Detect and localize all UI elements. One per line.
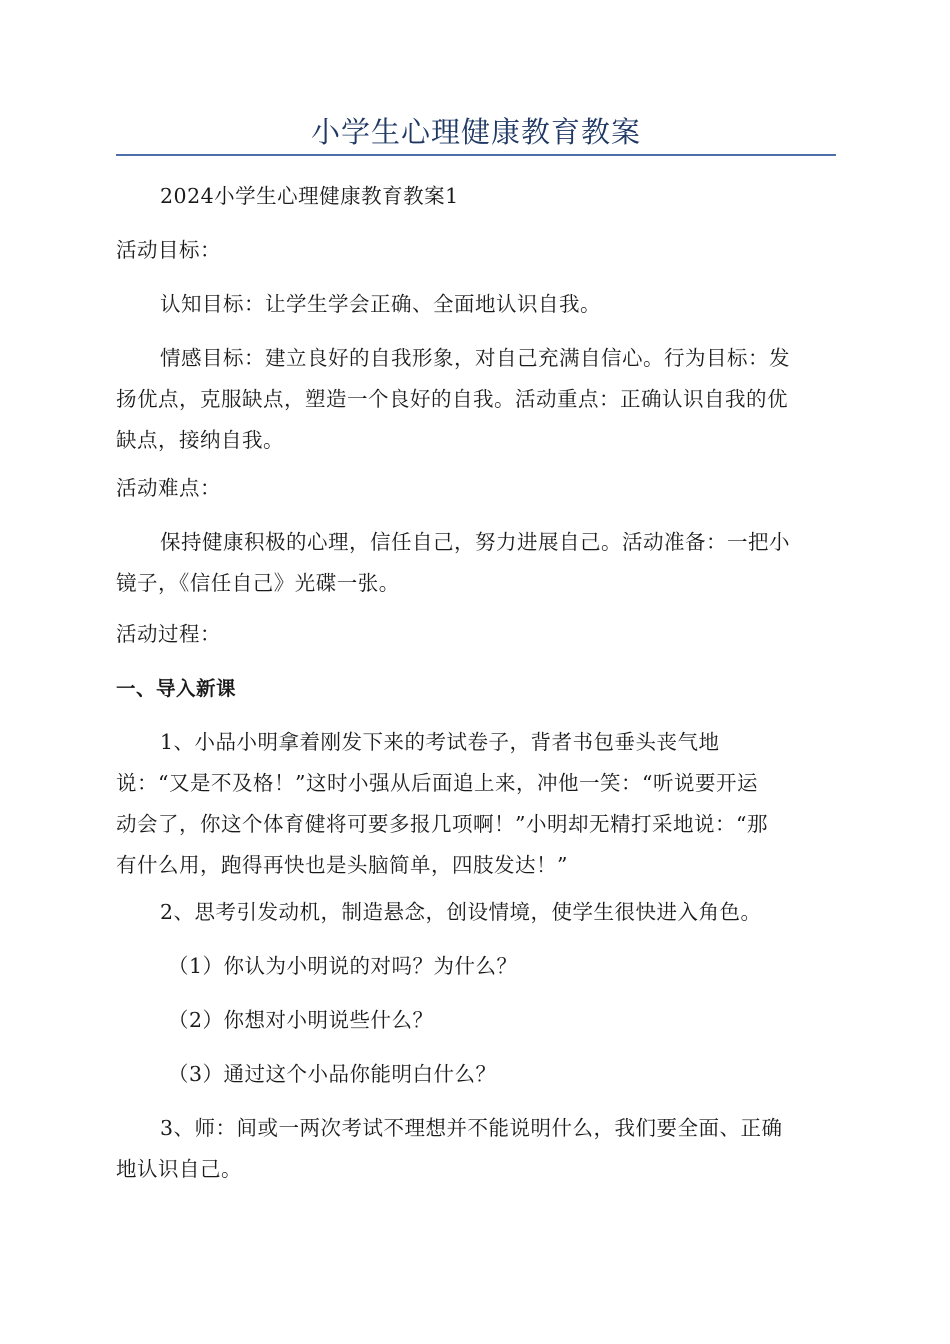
difficulty-label: 活动难点： bbox=[116, 476, 221, 500]
section-heading: 一、导入新课 bbox=[116, 677, 237, 700]
paragraph-line: 地认识自己。 bbox=[116, 1157, 242, 1181]
cognitive-goal: 认知目标：让学生学会正确、全面地认识自我。 bbox=[160, 292, 601, 316]
paragraph-line: 动会了，你这个体育健将可要多报几项啊！”小明却无精打采地说：“那 bbox=[116, 812, 768, 836]
paragraph-line: 情感目标：建立良好的自我形象，对自己充满自信心。行为目标：发 bbox=[160, 346, 790, 370]
item1-paragraph bbox=[116, 722, 836, 886]
paragraph-line: 扬优点，克服缺点，塑造一个良好的自我。活动重点：正确认识自我的优 bbox=[116, 387, 788, 411]
emotion-goal-paragraph bbox=[116, 338, 836, 461]
paragraph-line: 镜子，《信任自己》光碟一张。 bbox=[116, 571, 400, 595]
item2-paragraph: 2、思考引发动机，制造悬念，创设情境，使学生很快进入角色。 bbox=[160, 900, 762, 924]
lesson-heading: 2024小学生心理健康教育教案1 bbox=[160, 184, 459, 208]
question-2: （2）你想对小明说些什么？ bbox=[168, 1008, 434, 1032]
paragraph-line: 3、师：间或一两次考试不理想并不能说明什么，我们要全面、正确 bbox=[160, 1116, 783, 1140]
paragraph-line: 说：“又是不及格！”这时小强从后面追上来，冲他一笑：“听说要开运 bbox=[116, 771, 758, 795]
paragraph-line: 缺点，接纳自我。 bbox=[116, 428, 284, 452]
question-3: （3）通过这个小品你能明白什么？ bbox=[168, 1062, 497, 1086]
difficulty-paragraph bbox=[116, 522, 836, 604]
title-underline bbox=[116, 154, 836, 156]
process-label: 活动过程： bbox=[116, 622, 221, 646]
item3-paragraph bbox=[116, 1108, 836, 1190]
paragraph-line: 有什么用，跑得再快也是头脑简单，四肢发达！” bbox=[116, 853, 568, 877]
document-title: 小学生心理健康教育教案 bbox=[310, 115, 641, 149]
question-1: （1）你认为小明说的对吗？为什么？ bbox=[168, 954, 518, 978]
paragraph-line: 保持健康积极的心理，信任自己，努力进展自己。活动准备：一把小 bbox=[160, 530, 790, 554]
goals-label: 活动目标： bbox=[116, 238, 221, 262]
paragraph-line: 1、小品小明拿着刚发下来的考试卷子，背者书包垂头丧气地 bbox=[160, 730, 720, 754]
